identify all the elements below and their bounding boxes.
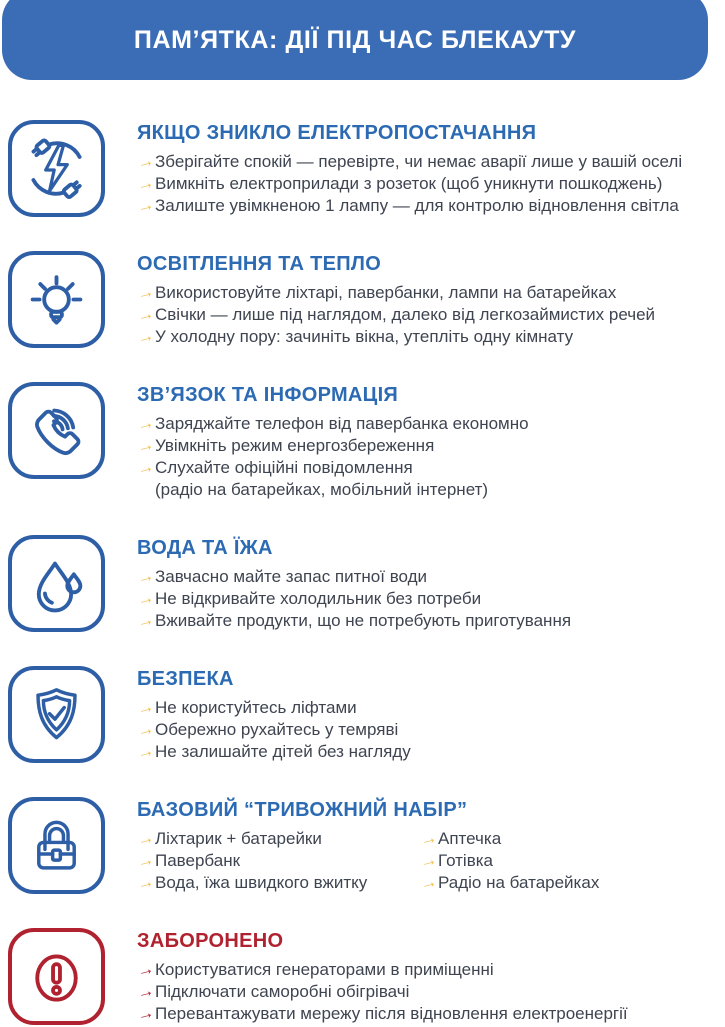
list-item-text: Заряджайте телефон від павербанка економно (155, 414, 529, 433)
arrow-bullet-icon: → (134, 303, 156, 326)
warning-icon (8, 928, 105, 1025)
section-power-loss (8, 120, 719, 217)
arrow-bullet-icon: → (134, 565, 156, 588)
water-drop-icon (8, 535, 105, 632)
section-title: ЗАБОРОНЕНО (137, 930, 284, 952)
list-item (134, 587, 571, 610)
arrow-bullet-icon: → (134, 325, 156, 348)
list-item-text: Вода, їжа швидкого вжитку (155, 873, 368, 892)
arrow-bullet-icon: → (134, 456, 156, 479)
arrow-bullet-icon: → (134, 696, 156, 719)
arrow-bullet-icon: → (134, 587, 156, 610)
list-item (134, 871, 420, 894)
arrow-bullet-icon: → (134, 1002, 156, 1025)
arrow-bullet-icon: → (134, 194, 156, 217)
list-item-text: Завчасно майте запас питної води (155, 567, 428, 586)
section-communication (8, 382, 719, 501)
list-item (417, 849, 599, 872)
list-item-text: Обережно рухайтесь у темряві (155, 720, 399, 739)
list-item-text: Підключати саморобні обігрівачі (155, 982, 410, 1001)
arrow-bullet-icon: → (417, 849, 439, 872)
header-banner (2, 0, 708, 80)
list-item (417, 827, 599, 850)
section-water-food (8, 535, 719, 632)
list-item (134, 325, 655, 348)
arrow-bullet-icon: → (134, 281, 156, 304)
list-item-text: Увімкніть режим енергозбереження (155, 436, 435, 455)
shield-check-icon (8, 666, 105, 763)
list-item (134, 434, 529, 457)
arrow-bullet-icon: → (417, 871, 439, 894)
list-item (134, 150, 683, 173)
list-item-text: Не залишайте дітей без нагляду (155, 742, 411, 761)
list-item-text: Ліхтарик + батарейки (155, 829, 322, 848)
section-title: БАЗОВИЙ “ТРИВОЖНИЙ НАБІР” (137, 799, 468, 821)
arrow-bullet-icon: → (134, 849, 156, 872)
list-item-text: У холодну пору: зачиніть вікна, утепліть одну кімнату (155, 327, 574, 346)
kit-columns (134, 827, 600, 894)
lightbulb-icon (8, 251, 105, 348)
list-item-text: Залиште увімкненою 1 лампу — для контролю відновлення світла (155, 196, 679, 215)
list-item (134, 456, 529, 479)
list-item (134, 172, 682, 195)
list-item (134, 281, 655, 304)
list-item-text: Не відкривайте холодильник без потреби (155, 589, 482, 608)
arrow-bullet-icon: → (134, 150, 156, 173)
list-item-text: Використовуйте ліхтарі, павербанки, лампи на батарейках (155, 283, 617, 302)
section-title: ОСВІТЛЕННЯ ТА ТЕПЛО (137, 253, 382, 275)
list-item (134, 827, 420, 850)
list-item (134, 1002, 628, 1025)
list-item (134, 980, 628, 1003)
arrow-bullet-icon: → (417, 827, 439, 850)
list-item (134, 718, 411, 741)
list-item (134, 740, 411, 763)
list-item-text: Зберігайте спокій — перевірте, чи немає аварії лише у вашій оселі (155, 152, 683, 171)
list-item (417, 871, 600, 894)
arrow-bullet-icon: → (134, 871, 156, 894)
list-item (134, 565, 571, 588)
plug-cycle-icon (8, 120, 105, 217)
list-item (134, 303, 656, 326)
phone-signal-icon (8, 382, 105, 479)
section-title: ЯКЩО ЗНИКЛО ЕЛЕКТРОПОСТАЧАННЯ (137, 122, 537, 144)
list-item-text: Радіо на батарейках (438, 873, 600, 892)
section-emergency-kit (8, 797, 719, 894)
arrow-bullet-icon: → (134, 740, 156, 763)
list-item-text: Готівка (438, 851, 494, 870)
list-item-text: Слухайте офіційні повідомлення (155, 458, 413, 477)
list-item-text: Аптечка (438, 829, 502, 848)
list-item-text: Не користуйтесь ліфтами (155, 698, 357, 717)
section-forbidden (8, 928, 719, 1025)
arrow-bullet-icon: → (134, 172, 156, 195)
list-item (134, 958, 628, 981)
section-light-heat (8, 251, 719, 348)
arrow-bullet-icon: → (134, 718, 156, 741)
section-title: ЗВ’ЯЗОК ТА ІНФОРМАЦІЯ (137, 384, 399, 406)
backpack-icon (8, 797, 105, 894)
list-item (134, 609, 572, 632)
list-item (134, 194, 682, 217)
arrow-bullet-icon: → (134, 980, 156, 1003)
list-item-text: Свічки — лише під наглядом, далеко від легкозаймистих речей (155, 305, 656, 324)
arrow-bullet-icon: → (134, 412, 156, 435)
page-title: ПАМ’ЯТКА: ДІЇ ПІД ЧАС БЛЕКАУТУ (133, 25, 577, 54)
section-title: ВОДА ТА ЇЖА (137, 537, 273, 559)
list-item-note: (радіо на батарейках, мобільний інтернет) (155, 480, 489, 499)
kit-column-left (134, 827, 420, 894)
kit-column-right (417, 827, 600, 894)
list-item-text: Вимкніть електроприлади з розеток (щоб уникнути пошкоджень) (155, 174, 663, 193)
arrow-bullet-icon: → (134, 827, 156, 850)
list-item-text: Перевантажувати мережу після відновлення електроенергії (155, 1004, 628, 1023)
arrow-bullet-icon: → (134, 958, 156, 981)
list-item-text: Павербанк (155, 851, 241, 870)
list-item-text: Вживайте продукти, що не потребують приготування (155, 611, 572, 630)
section-title: БЕЗПЕКА (137, 668, 234, 690)
list-item (134, 696, 411, 719)
arrow-bullet-icon: → (134, 434, 156, 457)
arrow-bullet-icon: → (134, 609, 156, 632)
section-safety (8, 666, 719, 763)
list-item-text: Користуватися генераторами в приміщенні (155, 960, 494, 979)
list-item (134, 412, 529, 435)
list-item (134, 849, 420, 872)
